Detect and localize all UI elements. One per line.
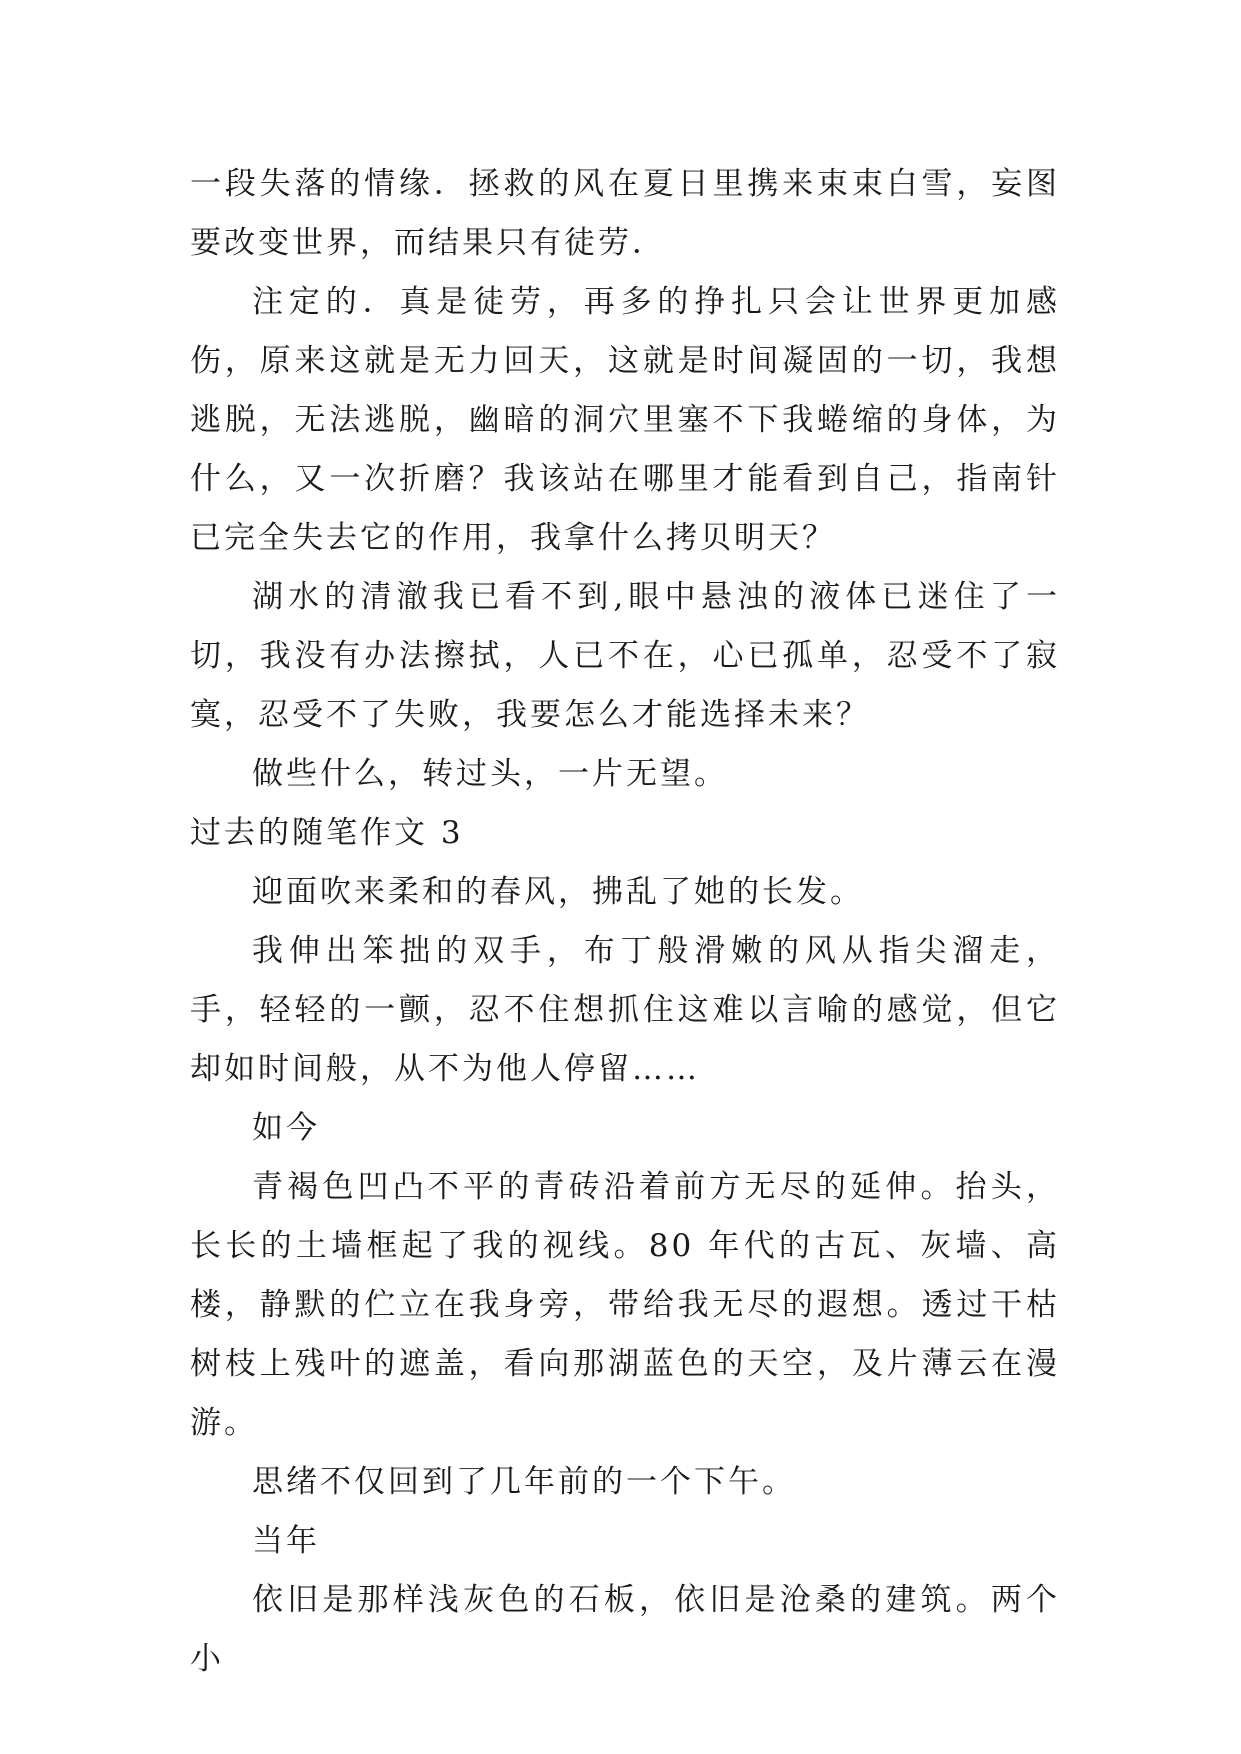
section-heading: 过去的随笔作文 3: [190, 815, 464, 851]
paragraph-6: 我伸出笨拙的双手，布丁般滑嫩的风从指尖溜走，手，轻轻的一颤，忍不住想抓住这难以言喻的感觉，但它却如时间般，从不为他人停留……: [190, 933, 1060, 1087]
paragraph-2: 注定的．真是徒劳，再多的挣扎只会让世界更加感伤，原来这就是无力回天，这就是时间凝固的一切，我想逃脱，无法逃脱，幽暗的洞穴里塞不下我蜷缩的身体，为什么，又一次折磨？我该站在哪里才能看到自己，指南针已完全失去它的作用，我拿什么拷贝明天？: [190, 284, 1060, 556]
paragraph-7: 如今: [252, 1110, 320, 1146]
paragraph-4: 做些什么，转过头，一片无望。: [252, 756, 728, 792]
paragraph-10: 当年: [252, 1523, 320, 1559]
paragraph-3: 湖水的清澈我已看不到,眼中悬浊的液体已迷住了一切，我没有办法擦拭，人已不在，心已孤单，忍受不了寂寞，忍受不了失败，我要怎么才能选择未来？: [190, 579, 1060, 733]
paragraph-1: 一段失落的情缘．拯救的风在夏日里携来束束白雪，妄图要改变世界，而结果只有徒劳．: [190, 166, 1060, 261]
paragraph-5: 迎面吹来柔和的春风，拂乱了她的长发。: [252, 874, 864, 910]
document-body: [190, 155, 1060, 1689]
paragraph-11: 依旧是那样浅灰色的石板，依旧是沧桑的建筑。两个小: [190, 1582, 1060, 1677]
paragraph-9: 思绪不仅回到了几年前的一个下午。: [252, 1464, 796, 1500]
paragraph-8: 青褐色凹凸不平的青砖沿着前方无尽的延伸。抬头，长长的土墙框起了我的视线。80 年代的古瓦、灰墙、高楼，静默的伫立在我身旁，带给我无尽的遐想。透过干枯树枝上残叶的遮盖，看向那湖蓝色的天空，及片薄云在漫游。: [190, 1169, 1060, 1441]
